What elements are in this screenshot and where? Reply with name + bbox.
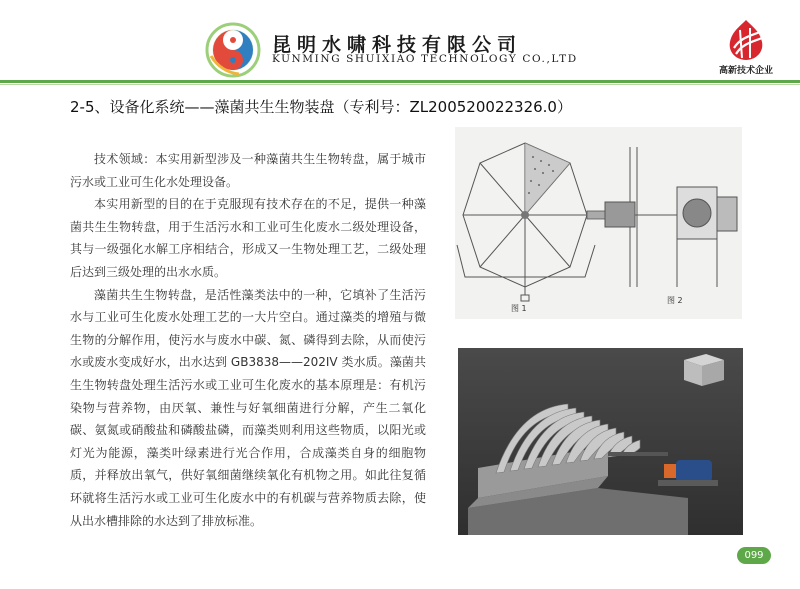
body-text — [70, 148, 426, 532]
rotating-disc-3d-render — [458, 348, 743, 535]
company-logo-icon — [205, 22, 261, 78]
page-number-badge: 099 — [737, 547, 771, 564]
patent-drawing-figure — [455, 127, 742, 319]
paragraph-technical-field: 技术领域：本实用新型涉及一种藻菌共生生物转盘，属于城市污水或工业可生化水处理设备。 — [70, 152, 426, 189]
badge-label: 高新技术企业 — [718, 66, 773, 76]
paragraph-purpose: 本实用新型的目的在于克服现有技术存在的不足，提供一种藻菌共生生物转盘，用于生活污水和工业可生化废水二级处理设备，其与一级强化水解工序相结合，形成又一生物处理工艺，二级处理后达到三级处理的出水水质。 — [70, 197, 426, 279]
header-divider-thin — [0, 84, 800, 85]
company-name-en: KUNMING SHUIXIAO TECHNOLOGY CO.,LTD — [272, 53, 578, 65]
viewcube-icon — [684, 354, 724, 386]
section-title: 2-5、设备化系统——藻菌共生生物装盘（专利号：ZL200520022326.0） — [70, 98, 572, 116]
page-header — [0, 0, 800, 80]
header-divider — [0, 80, 800, 83]
company-name-cn: 昆明水啸科技有限公司 — [272, 34, 523, 56]
high-tech-badge-icon — [720, 18, 772, 62]
figure-1-label: 图 1 — [511, 304, 527, 313]
paragraph-principle: 藻菌共生生物转盘，是活性藻类法中的一种，它填补了生活污水与工业可生化废水处理工艺的一大片空白。通过藻类的增殖与微生物的分解作用，使污水与废水中碳、氮、磷得到去除，从而使污水或废水变成好水，出水达到 GB3838——202IV 类水质。藻菌共生生物转盘处理生活污水或工业可生化废水的基本原理是：有机污染物与营养物，由厌氧、兼性与好氧细菌进行分解，产生二氧化碳、氨氮或硝酸盐和磷酸盐磷，而藻类则利用这些物质，以阳光或灯光为能源，藻类叶绿素进行光合作用，合成藻类自身的细胞物质，并释放出氧气，供好氧细菌继续氧化有机物之用。如此往复循环就将生活污水或工业可生化废水中的有机碳与营养物质去除，使从出水槽排除的水达到了排放标准。 — [70, 287, 426, 528]
figure-2-label: 图 2 — [667, 296, 683, 305]
